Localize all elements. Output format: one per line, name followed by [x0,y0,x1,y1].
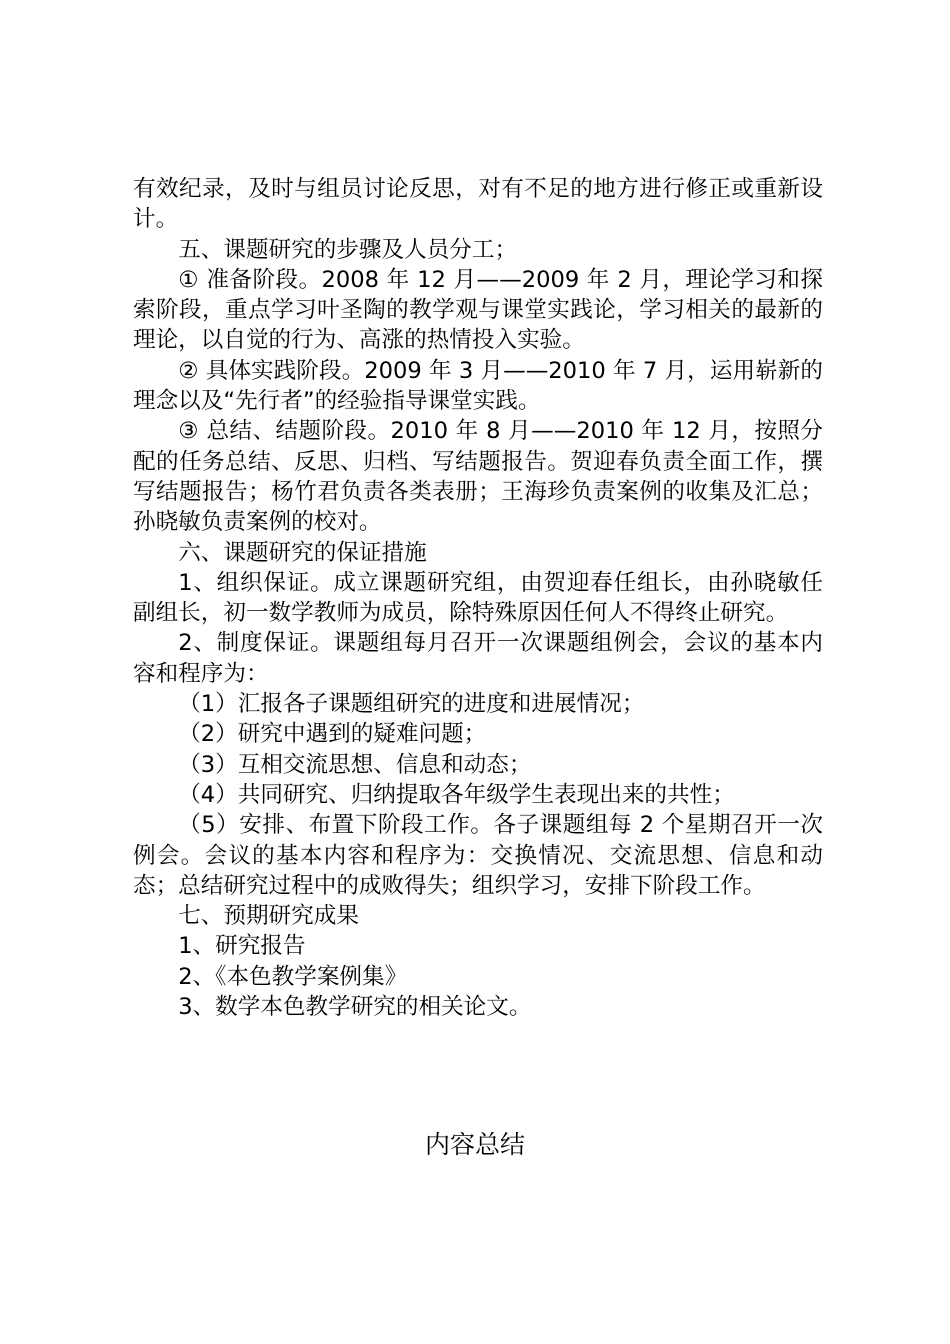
list-item: 3、数学本色教学研究的相关论文。 [178,994,532,1021]
paragraph: ③ 总结、结题阶段。2010 年 8 月——2010 年 12 月，按照分配的任务总结、反思、归档、写结题报告。贺迎春负责全面工作，撰写结题报告；杨竹君负责各类表册；王海珍负责案例的收集及汇总；孙晓敏负责案例的校对。 [133,418,823,536]
list-item: （3）互相交流思想、信息和动态； [178,751,532,778]
summary-title: 内容总结 [424,1130,525,1159]
paragraph: 1、组织保证。成立课题研究组，由贺迎春任组长，由孙晓敏任副组长，初一数学教师为成员，除特殊原因任何人不得终止研究。 [133,569,823,627]
section-heading: 五、课题研究的步骤及人员分工； [178,236,518,263]
section-heading: 七、预期研究成果 [178,903,359,930]
list-item: （2）研究中遇到的疑难问题； [178,721,487,748]
paragraph: 有效纪录，及时与组员讨论反思，对有不足的地方进行修正或重新设计。 [133,176,823,233]
paragraph: ① 准备阶段。2008 年 12 月——2009 年 2 月，理论学习和探索阶段，重点学习叶圣陶的教学观与课堂实践论，学习相关的最新的理论，以自觉的行为、高涨的热情投入实验。 [133,266,823,354]
list-item: （5）安排、布置下阶段工作。各子课题组每 2 个星期召开一次例会。会议的基本内容和程序为：交换情况、交流思想、信息和动态；总结研究过程中的成败得失；组织学习，安排下阶段工作。 [133,812,823,899]
list-item: 2、《本色教学案例集》 [178,963,408,990]
document-body [133,174,823,1022]
paragraph: 2、制度保证。课题组每月召开一次课题组例会，会议的基本内容和程序为： [133,630,823,687]
list-item: （1）汇报各子课题组研究的进度和进展情况； [178,691,645,718]
paragraph: ② 具体实践阶段。2009 年 3 月——2010 年 7 月，运用崭新的理念以及“先行者”的经验指导课堂实践。 [133,357,823,415]
list-item: （4）共同研究、归纳提取各年级学生表现出来的共性； [178,781,735,808]
list-item: 1、研究报告 [178,933,306,960]
section-heading: 六、课题研究的保证措施 [178,539,427,566]
